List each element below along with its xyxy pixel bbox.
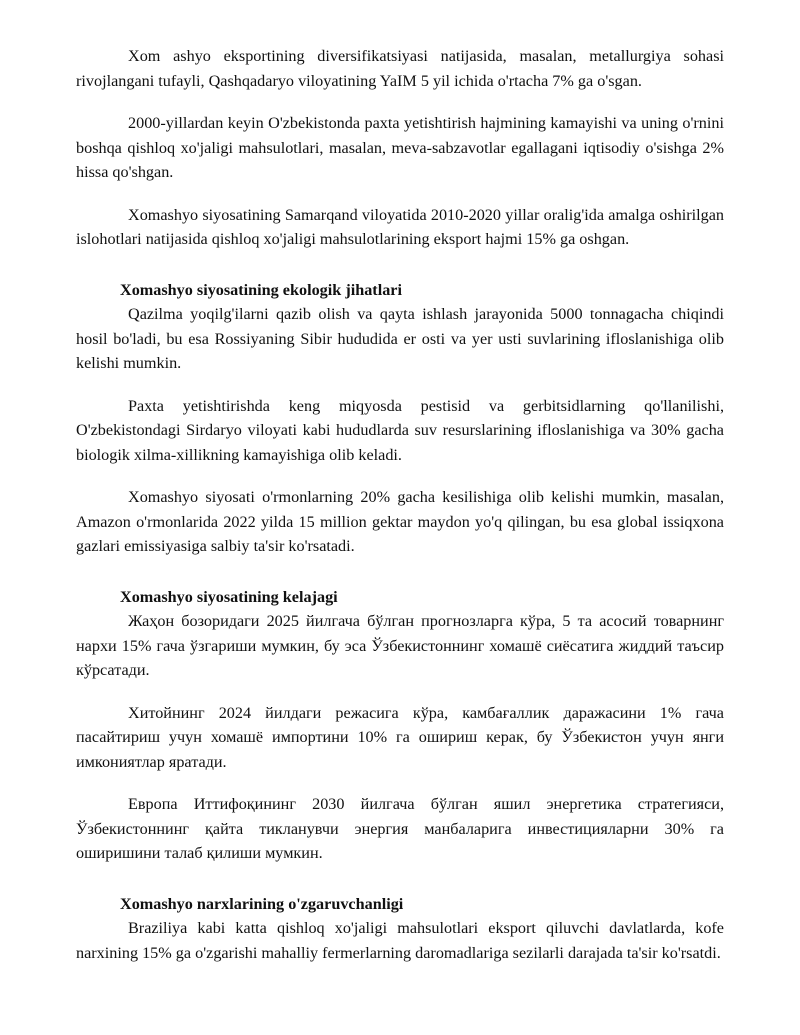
section-heading-ecology: Xomashyo siyosatining ekologik jihatlari [120,280,402,299]
paragraph: Paxta yetishtirishda keng miqyosda pestisid va gerbitsidlarning qo'llanilishi, O'zbekistondagi Sirdaryo viloyati kabi hududlarda suv resurslarining ifloslanishiga va 30% gacha biologik xilma-xillikning kamayishiga olib keladi. [76,396,724,464]
paragraph: Qazilma yoqilg'ilarni qazib olish va qayta ishlash jarayonida 5000 tonnagacha chiqindi hosil bo'ladi, bu esa Rossiyaning Sibir hududida er osti va yer usti suvlarining ifloslanishiga olib kelishi mumkin. [76,305,724,372]
paragraph: Европа Иттифоқининг 2030 йилгача бўлган яшил энергетика стратегияси, Ўзбекистоннинг қайта тикланувчи энергия манбаларига инвестицияларни 30% га оширишини талаб қилиши мумкин. [76,795,724,862]
paragraph: Хитойнинг 2024 йилдаги режасига кўра, камбағаллик даражасини 1% гача пасайтириш учун хомашё импортини 10% га ошириш керак, бу Ўзбекистон учун янги имкониятлар яратади. [76,703,724,771]
document-page [76,44,724,965]
section-heading-prices: Xomashyo narxlarining o'zgaruvchanligi [120,894,404,913]
paragraph: Braziliya kabi katta qishloq xo'jaligi mahsulotlari eksport qiluvchi davlatlarda, kofe narxining 15% ga o'zgarishi mahalliy fermerlarning daromadlariga sezilarli darajada ta'sir ko'rsatdi. [76,919,724,962]
paragraph: Xomashyo siyosatining Samarqand viloyatida 2010-2020 yillar oralig'ida amalga oshirilgan islohotlari natijasida qishloq xo'jaligi mahsulotlarining eksport hajmi 15% ga oshgan. [76,205,724,248]
paragraph: Xom ashyo eksportining diversifikatsiyasi natijasida, masalan, metallurgiya sohasi rivojlangani tufayli, Qashqadaryo viloyatining YaIM 5 yil ichida o'rtacha 7% ga o'sgan. [76,47,724,90]
paragraph: Xomashyo siyosati o'rmonlarning 20% gacha kesilishiga olib kelishi mumkin, masalan, Amazon o'rmonlarida 2022 yilda 15 million gektar maydon yo'q qilingan, bu esa global issiqxona gazlari emissiyasiga salbiy ta'sir ko'rsatadi. [76,488,724,555]
paragraph: 2000-yillardan keyin O'zbekistonda paxta yetishtirish hajmining kamayishi va uning o'rnini boshqa qishloq xo'jaligi mahsulotlari, masalan, meva-sabzavotlar egallagani iqtisodiy o'sishga 2% hissa qo'shgan. [76,114,724,181]
paragraph: Жаҳон бозоридаги 2025 йилгача бўлган прогнозларга кўра, 5 та асосий товарнинг нархи 15% гача ўзгариши мумкин, бу эса Ўзбекистоннинг хомашё сиёсатига жиддий таъсир кўрсатади. [76,612,724,679]
section-heading-future: Xomashyo siyosatining kelajagi [120,587,338,606]
